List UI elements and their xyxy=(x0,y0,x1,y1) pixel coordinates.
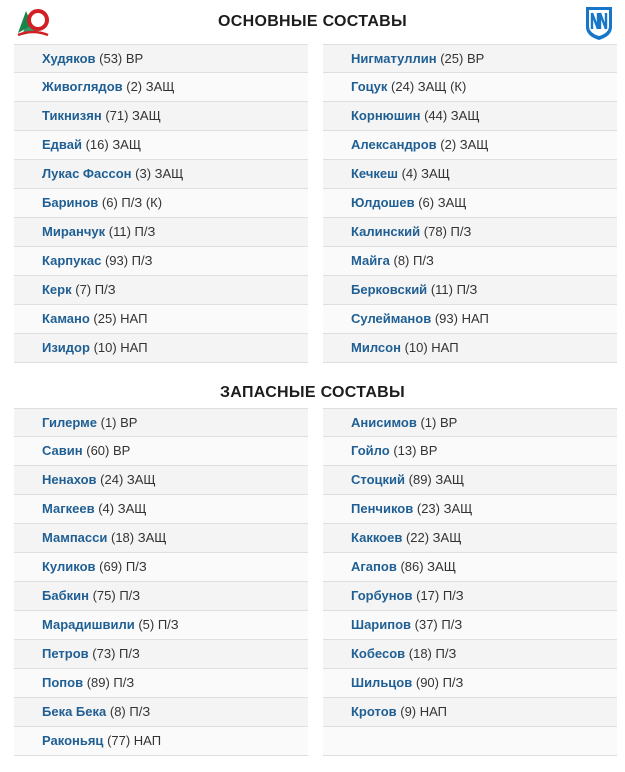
list-item xyxy=(14,305,308,334)
list-item xyxy=(323,189,617,218)
player-link[interactable]: Петров xyxy=(42,646,89,661)
player-link[interactable]: Бека Бека xyxy=(42,704,107,719)
player-info: (10) НАП xyxy=(93,340,148,355)
list-item xyxy=(14,247,308,276)
player-info: (44) ЗАЩ xyxy=(424,108,480,123)
list-item xyxy=(323,305,617,334)
player-link[interactable]: Магкеев xyxy=(42,501,95,516)
away-subs-list xyxy=(323,408,617,756)
player-link[interactable]: Мампасси xyxy=(42,530,108,545)
home-subs-list xyxy=(14,408,308,756)
player-link[interactable]: Корнюшин xyxy=(351,108,421,123)
list-item xyxy=(323,334,617,363)
player-link[interactable]: Каккоев xyxy=(351,530,403,545)
list-item xyxy=(323,611,617,640)
list-item xyxy=(14,44,308,73)
list-item xyxy=(323,276,617,305)
player-link[interactable]: Куликов xyxy=(42,559,96,574)
player-link[interactable]: Милсон xyxy=(351,340,401,355)
list-item xyxy=(323,669,617,698)
list-item xyxy=(323,160,617,189)
home-main-list xyxy=(14,44,308,363)
list-item xyxy=(14,640,308,669)
player-link[interactable]: Агапов xyxy=(351,559,397,574)
player-link[interactable]: Керк xyxy=(42,282,72,297)
player-info: (11) П/З xyxy=(108,224,156,239)
player-link[interactable]: Худяков xyxy=(42,51,96,66)
player-info: (2) ЗАЩ xyxy=(126,79,175,94)
player-info: (5) П/З xyxy=(138,617,179,632)
main-lineups-title: ОСНОВНЫЕ СОСТАВЫ xyxy=(218,13,407,30)
list-item xyxy=(14,466,308,495)
player-info: (18) П/З xyxy=(408,646,457,661)
player-link[interactable]: Ненахов xyxy=(42,472,97,487)
player-info: (24) ЗАЩ (К) xyxy=(391,79,467,94)
player-link[interactable]: Берковский xyxy=(351,282,428,297)
list-item xyxy=(14,437,308,466)
player-link[interactable]: Изидор xyxy=(42,340,90,355)
list-item xyxy=(323,218,617,247)
list-item xyxy=(14,276,308,305)
player-link[interactable]: Марадишвили xyxy=(42,617,135,632)
main-lineups-header xyxy=(0,0,625,44)
player-info: (13) ВР xyxy=(393,443,438,458)
list-item xyxy=(323,640,617,669)
player-link[interactable]: Тикнизян xyxy=(42,108,102,123)
pari-nn-logo-icon xyxy=(584,5,614,41)
player-link[interactable]: Горбунов xyxy=(351,588,413,603)
player-link[interactable]: Попов xyxy=(42,675,84,690)
list-item xyxy=(14,669,308,698)
player-info: (60) ВР xyxy=(86,443,131,458)
player-link[interactable]: Майга xyxy=(351,253,390,268)
list-item xyxy=(14,408,308,437)
list-item xyxy=(14,218,308,247)
player-link[interactable]: Юлдошев xyxy=(351,195,415,210)
player-link[interactable]: Кечкеш xyxy=(351,166,398,181)
player-link[interactable]: Карпукас xyxy=(42,253,102,268)
list-item xyxy=(14,334,308,363)
list-item xyxy=(14,160,308,189)
list-item xyxy=(323,524,617,553)
player-link[interactable]: Гойло xyxy=(351,443,390,458)
list-item xyxy=(14,73,308,102)
player-info: (77) НАП xyxy=(107,733,162,748)
list-item xyxy=(323,553,617,582)
player-link[interactable]: Анисимов xyxy=(351,415,417,430)
player-info: (53) ВР xyxy=(99,51,144,66)
list-item xyxy=(14,727,308,756)
player-info: (6) П/З (К) xyxy=(101,195,163,210)
list-item xyxy=(323,131,617,160)
list-item xyxy=(14,524,308,553)
list-item xyxy=(323,73,617,102)
player-link[interactable]: Александров xyxy=(351,137,437,152)
subs-lineups-header xyxy=(0,374,625,408)
player-link[interactable]: Кротов xyxy=(351,704,397,719)
player-info: (71) ЗАЩ xyxy=(105,108,161,123)
player-link[interactable]: Камано xyxy=(42,311,90,326)
player-link[interactable]: Нигматуллин xyxy=(351,51,437,66)
player-link[interactable]: Едвай xyxy=(42,137,82,152)
player-link[interactable]: Баринов xyxy=(42,195,99,210)
subs-lineups-title: ЗАПАСНЫЕ СОСТАВЫ xyxy=(219,384,405,401)
list-item xyxy=(323,437,617,466)
player-info: (2) ЗАЩ xyxy=(440,137,489,152)
list-item xyxy=(323,408,617,437)
player-info: (75) П/З xyxy=(92,588,141,603)
player-link[interactable]: Пенчиков xyxy=(351,501,414,516)
list-item xyxy=(323,582,617,611)
player-info: (73) П/З xyxy=(92,646,140,661)
player-info: (3) ЗАЩ xyxy=(135,166,184,181)
player-link[interactable]: Раконьяц xyxy=(42,733,104,748)
player-link[interactable]: Гоцук xyxy=(351,79,388,94)
player-link[interactable]: Миранчук xyxy=(42,224,106,239)
player-info: (37) П/З xyxy=(414,617,463,632)
list-item xyxy=(14,102,308,131)
list-item xyxy=(14,495,308,524)
list-item xyxy=(14,131,308,160)
player-info: (25) НАП xyxy=(93,311,148,326)
player-link[interactable]: Гилерме xyxy=(42,415,97,430)
empty-list-item xyxy=(323,727,617,756)
player-info: (16) ЗАЩ xyxy=(85,137,142,152)
player-info: (1) ВР xyxy=(420,415,458,430)
player-info: (22) ЗАЩ xyxy=(405,530,462,545)
list-item xyxy=(323,247,617,276)
list-item xyxy=(14,698,308,727)
player-info: (10) НАП xyxy=(404,340,459,355)
list-item xyxy=(14,189,308,218)
player-link[interactable]: Кобесов xyxy=(351,646,406,661)
list-item xyxy=(323,44,617,73)
player-info: (7) П/З xyxy=(75,282,116,297)
player-info: (9) НАП xyxy=(400,704,448,719)
player-link[interactable]: Савин xyxy=(42,443,83,458)
player-info: (25) ВР xyxy=(440,51,485,66)
player-info: (18) ЗАЩ xyxy=(111,530,167,545)
player-info: (1) ВР xyxy=(100,415,138,430)
player-info: (69) П/З xyxy=(99,559,147,574)
player-link[interactable]: Стоцкий xyxy=(351,472,406,487)
list-item xyxy=(14,611,308,640)
player-info: (93) НАП xyxy=(434,311,489,326)
player-link[interactable]: Бабкин xyxy=(42,588,89,603)
list-item xyxy=(323,495,617,524)
player-info: (89) П/З xyxy=(86,675,135,690)
player-info: (24) ЗАЩ xyxy=(100,472,156,487)
list-item xyxy=(14,582,308,611)
player-link[interactable]: Живоглядов xyxy=(42,79,123,94)
player-info: (78) П/З xyxy=(423,224,472,239)
list-item xyxy=(323,102,617,131)
player-info: (11) П/З xyxy=(430,282,478,297)
list-item xyxy=(323,698,617,727)
player-info: (90) П/З xyxy=(415,675,464,690)
player-link[interactable]: Лукас Фассон xyxy=(42,166,132,181)
player-link[interactable]: Шильцов xyxy=(351,675,413,690)
away-main-list xyxy=(323,44,617,363)
list-item xyxy=(323,466,617,495)
player-info: (23) ЗАЩ xyxy=(416,501,473,516)
player-info: (8) П/З xyxy=(393,253,434,268)
player-link[interactable]: Сулейманов xyxy=(351,311,432,326)
subs-lineups-section xyxy=(0,374,625,748)
list-item xyxy=(14,553,308,582)
player-link[interactable]: Калинский xyxy=(351,224,421,239)
player-info: (93) П/З xyxy=(104,253,153,268)
player-info: (8) П/З xyxy=(109,704,151,719)
player-info: (17) П/З xyxy=(416,588,464,603)
player-info: (89) ЗАЩ xyxy=(408,472,465,487)
player-info: (4) ЗАЩ xyxy=(401,166,450,181)
main-lineups-section xyxy=(0,0,625,355)
player-info: (6) ЗАЩ xyxy=(418,195,467,210)
player-info: (4) ЗАЩ xyxy=(98,501,147,516)
player-link[interactable]: Шарипов xyxy=(351,617,412,632)
player-info: (86) ЗАЩ xyxy=(400,559,456,574)
